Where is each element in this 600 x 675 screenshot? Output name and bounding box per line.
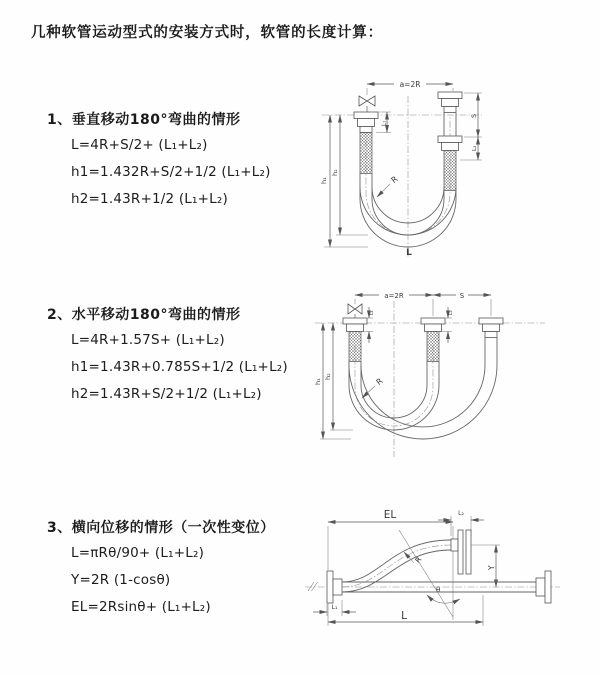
dim-label-s: S	[459, 292, 465, 300]
dim-label-l2: L₂	[472, 145, 478, 151]
centerline-break-mark	[308, 582, 318, 591]
right-fitting-upper	[438, 92, 462, 136]
formula-line: L=4R+S/2+ (L₁+L₂)	[71, 137, 208, 153]
dim-label-a2r: a=2R	[399, 80, 421, 89]
right-fitting-lower	[438, 136, 462, 191]
braided-hose-section	[427, 332, 439, 362]
el-dimension	[328, 509, 453, 620]
braided-hose-section	[349, 332, 361, 362]
dim-label-l: L	[401, 610, 407, 622]
section-1-heading: 1、垂直移动180°弯曲的情形	[47, 112, 241, 128]
dim-label-el: EL	[383, 509, 397, 521]
middle-fitting	[421, 318, 445, 362]
radius-callout	[377, 174, 400, 197]
centerlines	[322, 96, 482, 258]
diagram-vertical-180-bend	[310, 70, 600, 260]
lower-right-flange	[536, 571, 551, 603]
dim-label-l: L	[406, 248, 412, 258]
left-flange	[327, 571, 342, 603]
formula-line: h2=1.43R+S/2+1/2 (L₁+L₂)	[71, 386, 262, 402]
dim-label-h1: h₁	[314, 378, 322, 385]
braided-hose-section	[360, 133, 372, 174]
upper-right-flange	[451, 530, 471, 574]
formula-line: L=4R+1.57S+ (L₁+L₂)	[71, 332, 225, 348]
dim-label-l1: L₁	[381, 120, 388, 126]
formula-line: L=πRθ/90+ (L₁+L₂)	[71, 545, 205, 561]
dim-label-h2: h₂	[324, 373, 332, 380]
left-fitting	[343, 318, 367, 362]
dim-label-theta: θ	[436, 586, 441, 594]
dim-label-l1: L₁	[331, 604, 338, 611]
formula-line: h1=1.432R+S/2+1/2 (L₁+L₂)	[71, 164, 271, 180]
right-dimensions	[460, 93, 482, 160]
dim-label-l2: L₂	[458, 510, 464, 517]
diagram-horizontal-180-bend	[305, 285, 600, 460]
dim-label-s: S	[470, 113, 478, 118]
diagram-lateral-displacement	[300, 500, 600, 640]
section-3-heading: 3、横向位移的情形（一次性变位）	[47, 520, 275, 536]
l1-dimension	[313, 600, 356, 616]
valve-icon	[359, 96, 375, 112]
top-dimension	[355, 289, 491, 316]
dim-label-h2: h₂	[331, 169, 339, 176]
y-dimension	[471, 545, 500, 587]
formula-line: h1=1.43R+0.785S+1/2 (L₁+L₂)	[71, 359, 288, 375]
hose-curves	[349, 338, 497, 440]
section-2-heading: 2、水平移动180°弯曲的情形	[47, 307, 241, 323]
formula-line: EL=2Rsinθ+ (L₁+L₂)	[71, 599, 211, 615]
dim-label-r: R	[413, 555, 424, 565]
dim-label-l1: L₁	[369, 310, 375, 315]
height-dimensions	[314, 323, 353, 439]
radius-callout	[362, 376, 385, 398]
dim-label-r: R	[389, 174, 400, 185]
dim-label-h1: h₁	[320, 177, 328, 184]
dim-label-y: Y	[487, 565, 496, 570]
hose-paths	[342, 540, 536, 592]
right-fitting	[479, 318, 503, 338]
valve-icon	[348, 304, 362, 318]
braided-hose-section	[444, 151, 456, 191]
formula-line: Y=2R (1-cosθ)	[71, 572, 171, 588]
dim-label-a2r: a=2R	[384, 292, 404, 300]
page-title: 几种软管运动型式的安装方式时，软管的长度计算：	[31, 25, 383, 41]
dim-label-r: R	[374, 376, 385, 387]
left-fitting	[354, 112, 378, 174]
dim-label-l2: L₂	[448, 310, 454, 315]
formula-line: h2=1.43R+1/2 (L₁+L₂)	[71, 191, 228, 207]
l-dimension	[328, 595, 483, 626]
